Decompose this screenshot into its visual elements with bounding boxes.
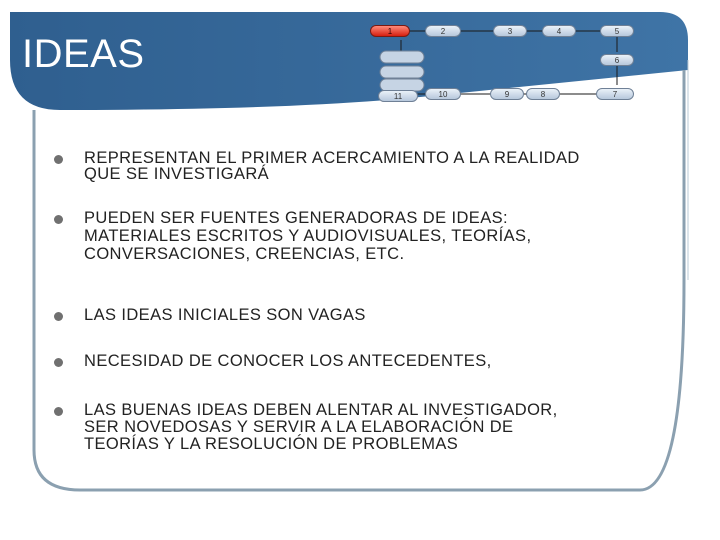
flow-box-2: 2 [425, 25, 461, 37]
bullet-dot-icon [54, 312, 63, 321]
bullet-dot-icon [54, 155, 63, 164]
bullet-dot-icon [54, 358, 63, 367]
flow-box-7: 7 [596, 88, 634, 100]
bullet-line: SER NOVEDOSAS Y SERVIR A LA ELABORACIÓN DE [84, 418, 514, 436]
bullet-line: QUE SE INVESTIGARÁ [84, 165, 270, 183]
flow-box-4: 4 [542, 25, 576, 37]
bullet-line: TEORÍAS Y LA RESOLUCIÓN DE PROBLEMAS [84, 435, 459, 453]
flow-box-5: 5 [600, 25, 634, 37]
slide-title: IDEAS [22, 32, 145, 76]
flow-box-blank-1 [380, 51, 424, 63]
bullet-dot-icon [54, 407, 63, 416]
bullet-line: MATERIALES ESCRITOS Y AUDIOVISUALES, TEORÍAS, [84, 227, 532, 245]
flow-box-10: 10 [425, 88, 461, 100]
flow-box-11: 11 [378, 90, 418, 102]
flow-box-3: 3 [493, 25, 527, 37]
bullet-line: NECESIDAD DE CONOCER LOS ANTECEDENTES, [84, 352, 492, 370]
flow-box-6: 6 [600, 54, 634, 66]
flow-box-1: 1 [370, 25, 410, 37]
flow-box-9: 9 [490, 88, 524, 100]
bullet-dot-icon [54, 215, 63, 224]
bullet-line: PUEDEN SER FUENTES GENERADORAS DE IDEAS: [84, 209, 508, 227]
bullet-line: LAS IDEAS INICIALES SON VAGAS [84, 306, 366, 324]
bullet-line: REPRESENTAN EL PRIMER ACERCAMIENTO A LA REALIDAD [84, 149, 580, 167]
bullet-line: CONVERSACIONES, CREENCIAS, ETC. [84, 245, 405, 263]
bullet-line: LAS BUENAS IDEAS DEBEN ALENTAR AL INVESTIGADOR, [84, 401, 558, 419]
flow-box-blank-2 [380, 66, 424, 78]
flow-box-8: 8 [526, 88, 560, 100]
